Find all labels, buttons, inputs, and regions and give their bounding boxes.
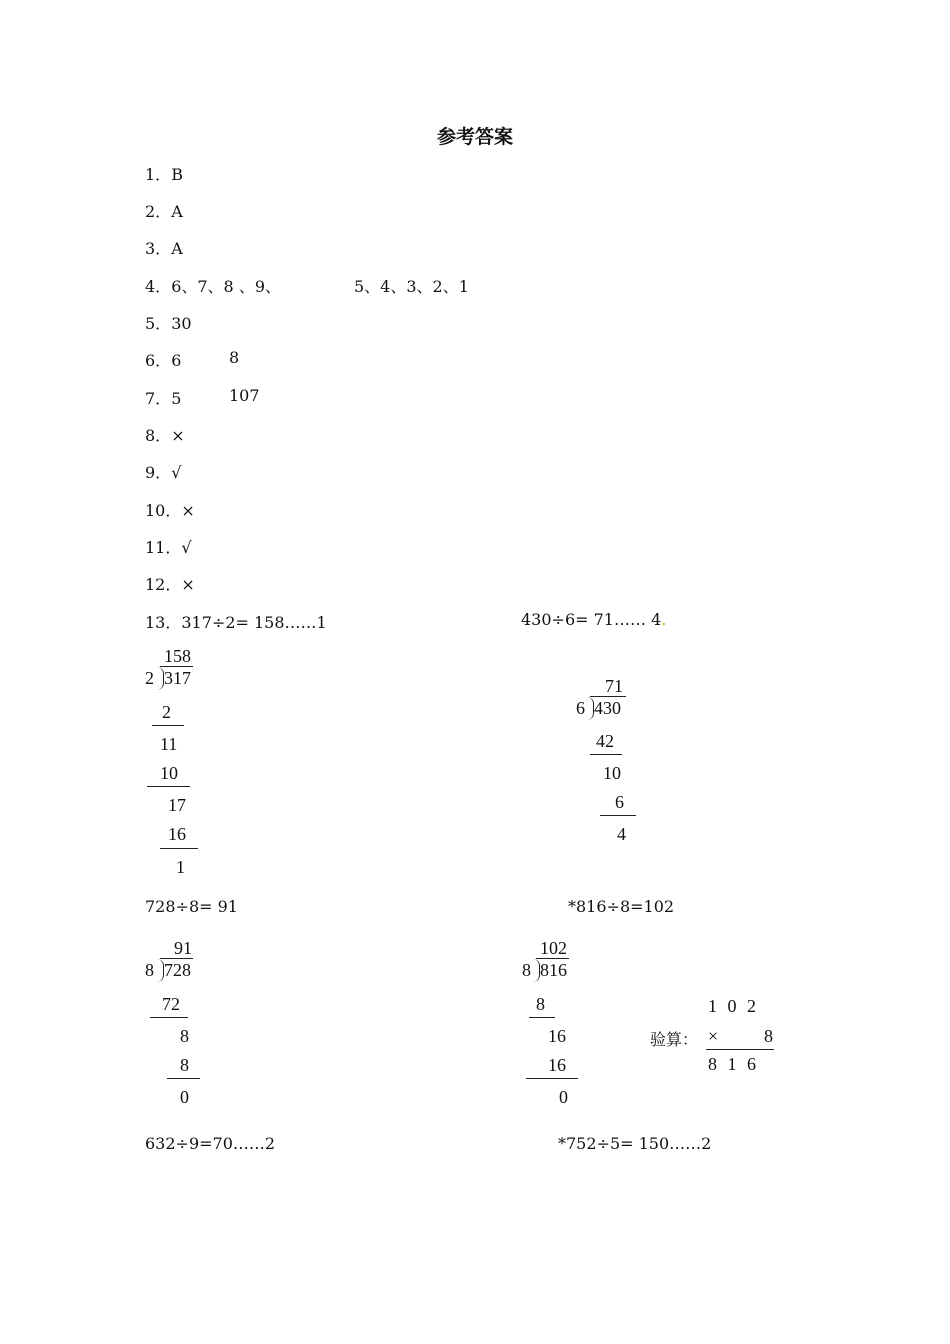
divisor: 8 xyxy=(145,960,154,980)
answer-number: 8． xyxy=(145,426,172,445)
equation-text: 430÷6= 71…… 4 xyxy=(521,610,662,629)
step-line xyxy=(529,1017,555,1018)
answer-number: 2． xyxy=(145,202,172,221)
answer-2 xyxy=(145,199,183,222)
equation-816-div-8: *816÷8=102 xyxy=(568,897,675,916)
equation-632-div-9: 632÷9=70……2 xyxy=(145,1134,276,1153)
quotient: 102 xyxy=(540,938,567,958)
dividend: 728 xyxy=(164,960,191,980)
equation-728-div-8: 728÷8= 91 xyxy=(145,897,238,916)
answer-text: B xyxy=(171,165,183,184)
dividend: 816 xyxy=(540,960,567,980)
answer-6 xyxy=(145,348,181,371)
division-bar xyxy=(536,958,569,959)
step: 10 xyxy=(603,763,621,783)
divisor: 2 xyxy=(145,668,154,688)
step: 8 xyxy=(536,994,545,1014)
dividend: 317 xyxy=(164,668,191,688)
answer-4-part2: 5、4、3、2、1 xyxy=(354,277,469,296)
verification-row: 1 0 2 xyxy=(708,996,756,1016)
step: 17 xyxy=(168,795,186,815)
step-line xyxy=(150,1017,188,1018)
answer-text: × xyxy=(181,575,195,594)
quotient: 158 xyxy=(164,646,191,666)
step-line xyxy=(152,725,184,726)
division-bracket xyxy=(156,959,164,982)
remainder: 4 xyxy=(617,824,626,844)
answer-number: 12． xyxy=(145,575,182,594)
answer-number: 11． xyxy=(145,538,182,557)
verification-row: 8 xyxy=(764,1026,773,1046)
answer-number: 10． xyxy=(145,501,182,520)
divisor: 6 xyxy=(576,698,585,718)
answer-number: 4． xyxy=(145,277,172,296)
answer-text: 6 xyxy=(171,351,182,370)
quotient: 91 xyxy=(174,938,192,958)
answer-text: 6、7、8 、9、 xyxy=(171,277,281,296)
answer-number: 7． xyxy=(145,389,172,408)
remainder: 0 xyxy=(180,1087,189,1107)
page-title: 参考答案 xyxy=(437,126,514,148)
step: 8 xyxy=(180,1055,189,1075)
step: 72 xyxy=(162,994,180,1014)
step-line xyxy=(160,848,198,849)
dividend: 430 xyxy=(594,698,621,718)
answer-3 xyxy=(145,236,183,259)
answer-11 xyxy=(145,535,192,558)
equation-317-div-2 xyxy=(145,610,327,633)
division-bracket xyxy=(532,959,540,982)
answer-number: 5． xyxy=(145,314,172,333)
divisor: 8 xyxy=(522,960,531,980)
answer-number: 13． xyxy=(145,613,182,632)
step: 2 xyxy=(162,702,171,722)
answer-9 xyxy=(145,460,181,483)
remainder: 0 xyxy=(559,1087,568,1107)
division-bracket xyxy=(586,697,594,720)
answer-text: √ xyxy=(181,538,192,557)
equation-752-div-5: *752÷5= 150……2 xyxy=(558,1134,712,1153)
step-line xyxy=(167,1078,200,1079)
equation-text: 317÷2= 158……1 xyxy=(181,613,327,632)
step: 16 xyxy=(548,1055,566,1075)
answer-1 xyxy=(145,162,183,185)
step: 11 xyxy=(160,734,178,754)
answer-text: A xyxy=(171,202,183,221)
answer-text: A xyxy=(171,239,183,258)
verification-result: 8 1 6 xyxy=(708,1054,756,1074)
step: 42 xyxy=(596,731,614,751)
step: 6 xyxy=(615,792,624,812)
answer-number: 6． xyxy=(145,351,172,370)
answer-number: 1． xyxy=(145,165,172,184)
answer-text: 5 xyxy=(171,389,182,408)
answer-number: 9． xyxy=(145,463,172,482)
step-line xyxy=(147,786,190,787)
stray-dot: . xyxy=(661,610,667,629)
answer-10 xyxy=(145,498,195,521)
answer-text: 30 xyxy=(171,314,192,333)
answer-5 xyxy=(145,311,192,334)
answer-text: × xyxy=(171,426,185,445)
remainder: 1 xyxy=(176,857,185,877)
step: 8 xyxy=(180,1026,189,1046)
step: 10 xyxy=(160,763,178,783)
step: 16 xyxy=(548,1026,566,1046)
equation-430-div-6 xyxy=(521,610,666,629)
verification-label: 验算： xyxy=(650,1030,699,1049)
step-line xyxy=(590,754,622,755)
answer-4 xyxy=(145,274,281,297)
step-line xyxy=(526,1078,578,1079)
division-bar xyxy=(160,958,193,959)
answer-7 xyxy=(145,386,181,409)
answer-text: × xyxy=(181,501,195,520)
result-line xyxy=(706,1049,774,1050)
answer-number: 3． xyxy=(145,239,172,258)
answer-12 xyxy=(145,572,195,595)
answer-text: √ xyxy=(171,463,182,482)
step-line xyxy=(600,815,636,816)
answer-6-part2: 8 xyxy=(229,348,240,367)
quotient: 71 xyxy=(605,676,623,696)
step: 16 xyxy=(168,824,186,844)
multiply-sign: × xyxy=(708,1026,719,1046)
answer-8 xyxy=(145,423,185,446)
division-bar xyxy=(590,696,626,697)
division-bar xyxy=(160,666,193,667)
division-bracket xyxy=(156,667,164,690)
answer-7-part2: 107 xyxy=(229,386,260,405)
